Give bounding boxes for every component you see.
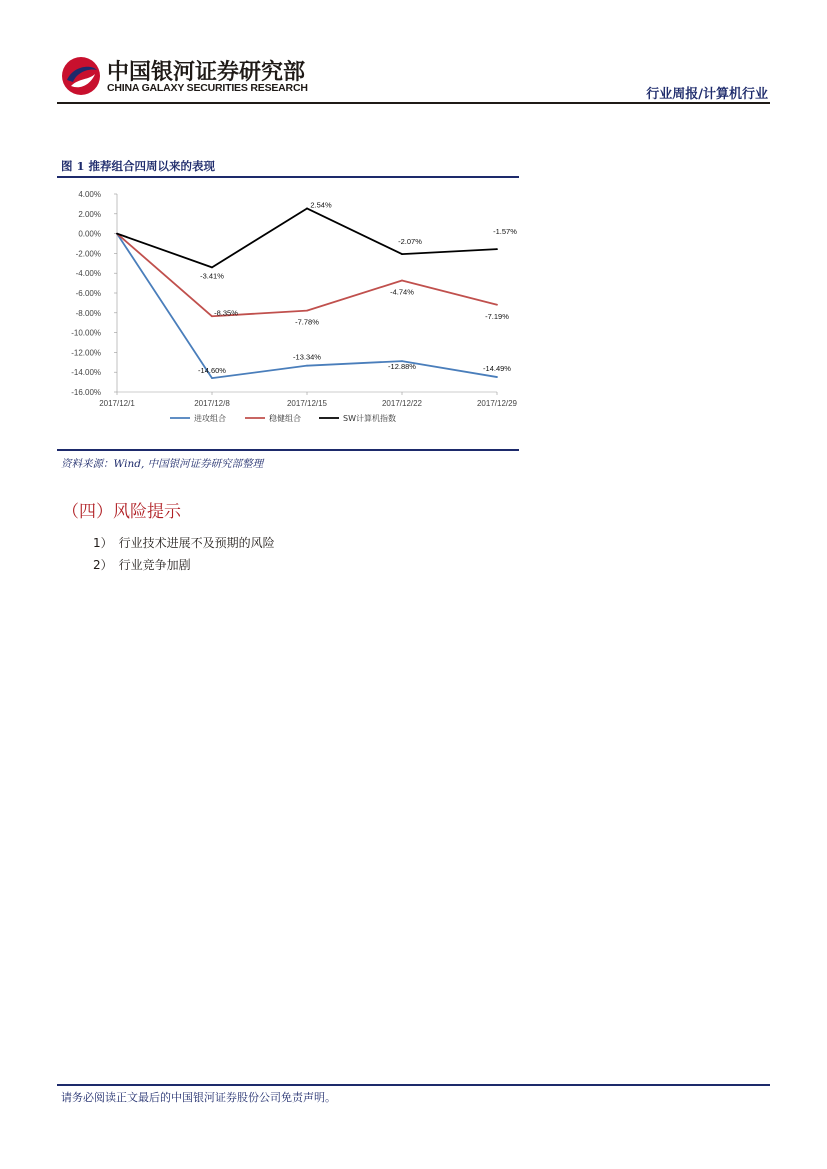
y-tick-label: 2.00% <box>78 209 101 219</box>
figure-top-rule <box>57 176 519 178</box>
x-axis <box>99 392 517 408</box>
data-label: -3.41% <box>200 271 224 281</box>
data-label: -7.78% <box>295 317 319 327</box>
data-label: -14.49% <box>483 364 511 374</box>
data-point <box>306 365 308 367</box>
page-header <box>57 52 770 104</box>
section-heading: （四）风险提示 <box>62 502 181 522</box>
report-type: 行业周报/计算机行业 <box>646 87 768 102</box>
y-axis <box>71 190 117 397</box>
data-label: -1.57% <box>493 227 517 237</box>
data-labels-layer <box>198 200 517 375</box>
y-tick-label: -10.00% <box>71 328 101 338</box>
data-point <box>306 310 308 312</box>
y-tick-label: -12.00% <box>71 348 101 358</box>
data-point <box>211 266 213 268</box>
list-item <box>93 557 275 579</box>
x-tick-label: 2017/12/8 <box>194 399 230 408</box>
figure-title: 图 1 推荐组合四周以来的表现 <box>61 159 216 173</box>
data-label: -12.88% <box>388 362 416 372</box>
list-item <box>93 535 275 557</box>
y-tick-label: -4.00% <box>75 269 101 279</box>
legend-label: 进攻组合 <box>194 414 226 423</box>
data-point <box>401 280 403 282</box>
data-point <box>401 253 403 255</box>
data-point <box>496 376 498 378</box>
x-tick-label: 2017/12/1 <box>99 399 135 408</box>
x-tick-label: 2017/12/29 <box>476 399 518 408</box>
list-item-number: 2） <box>93 558 113 572</box>
data-label: -7.19% <box>485 311 509 321</box>
figure-source: 资料来源：Wind, 中国银河证券研究部整理 <box>61 458 264 470</box>
data-label: -14.60% <box>198 366 226 376</box>
galaxy-logo-icon <box>61 56 101 96</box>
data-point <box>496 248 498 250</box>
performance-line-chart <box>57 180 519 448</box>
list-item-number: 1） <box>93 536 113 550</box>
data-point <box>211 377 213 379</box>
y-tick-label: 0.00% <box>78 229 101 239</box>
data-point <box>496 304 498 306</box>
figure-bottom-rule <box>57 449 519 451</box>
list-item-text: 行业技术进展不及预期的风险 <box>118 536 275 550</box>
y-tick-label: -6.00% <box>75 289 101 298</box>
data-point <box>116 233 118 235</box>
y-tick-label: -2.00% <box>75 249 101 259</box>
y-tick-label: -16.00% <box>71 388 101 397</box>
data-label: -4.74% <box>390 287 414 297</box>
logo-english-text: CHINA GALAXY SECURITIES RESEARCH <box>107 82 308 94</box>
list-item-text: 行业竞争加剧 <box>118 558 191 572</box>
y-tick-label: -14.00% <box>71 368 101 378</box>
series-line-3 <box>117 208 497 267</box>
data-label: -8.35% <box>214 308 238 318</box>
x-tick-label: 2017/12/22 <box>381 399 423 408</box>
chart-legend <box>170 413 396 423</box>
data-label: -13.34% <box>293 352 321 362</box>
y-tick-label: -8.00% <box>75 308 101 318</box>
data-label: 2.54% <box>310 200 332 210</box>
data-point <box>306 208 308 210</box>
logo-chinese-text: 中国银河证券研究部 <box>107 60 306 85</box>
series-line-2 <box>117 234 497 317</box>
header-divider <box>57 102 770 104</box>
legend-label: SW计算机指数 <box>343 414 396 423</box>
risk-list <box>93 535 275 579</box>
x-tick-label: 2017/12/15 <box>286 399 328 408</box>
data-point <box>211 315 213 317</box>
data-label: -2.07% <box>398 237 422 247</box>
footer-disclaimer: 请务必阅读正文最后的中国银河证券股份公司免责声明。 <box>61 1091 336 1104</box>
footer-divider <box>57 1084 770 1086</box>
y-tick-label: 4.00% <box>78 190 101 199</box>
legend-label: 稳健组合 <box>269 414 301 423</box>
